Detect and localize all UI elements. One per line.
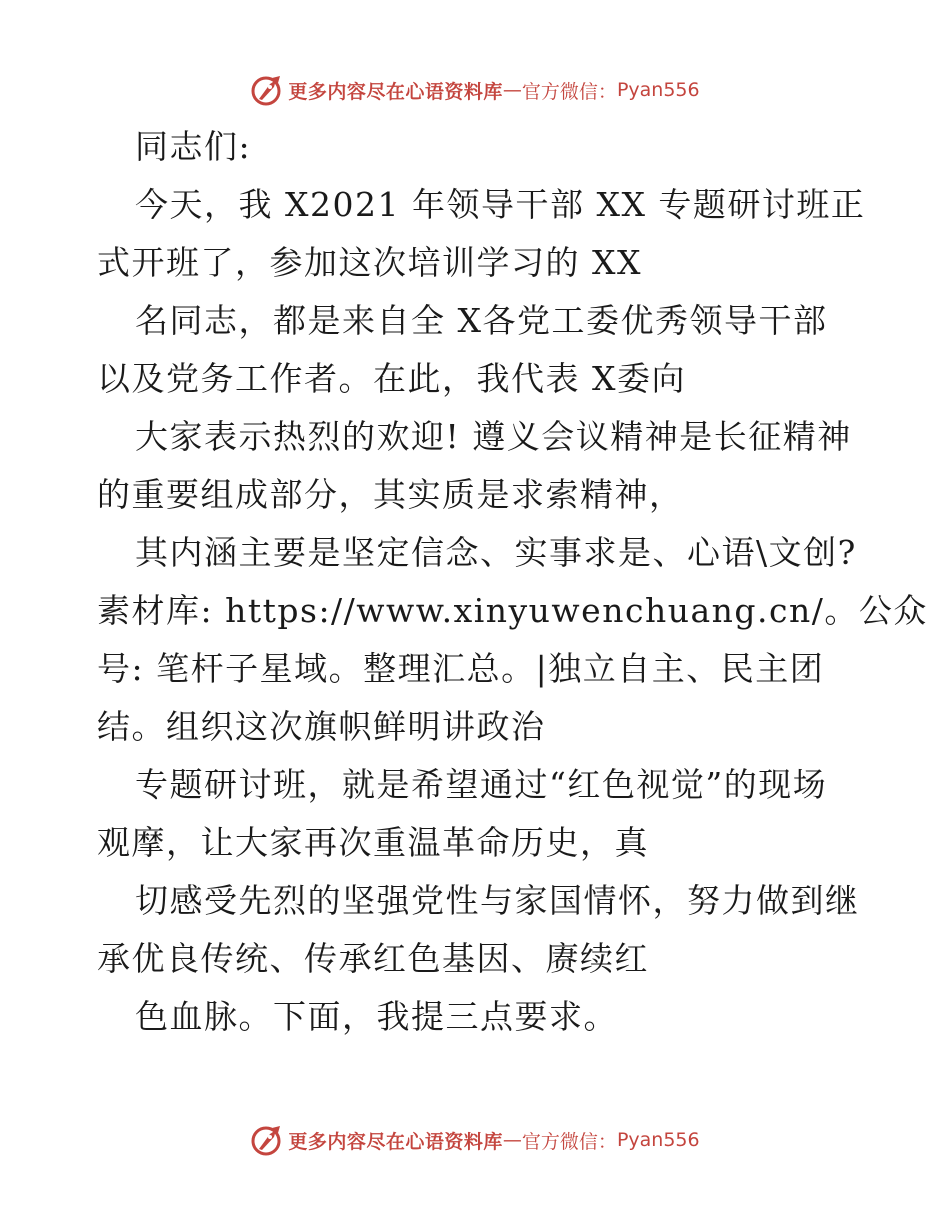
banner-wechat-label: 官方微信： — [521, 80, 617, 103]
banner-separator: — — [502, 1129, 522, 1151]
pen-nib-logo-icon — [250, 72, 286, 108]
paragraph-line: 的重要组成部分，其实质是求索精神， — [97, 475, 684, 514]
banner-separator: — — [502, 79, 522, 101]
paragraph-line: 色血脉。下面，我提三点要求。 — [135, 997, 618, 1036]
paragraph-line: 同志们: — [135, 127, 252, 166]
paragraph-line: 承优良传统、传承红色基因、赓续红 — [97, 939, 649, 978]
paragraph-line: 其内涵主要是坚定信念、实事求是、心语\文创? — [135, 533, 857, 572]
paragraph-line: 观摩，让大家再次重温革命历史，真 — [97, 823, 649, 862]
banner-main-text: 更多内容尽在心语资料库 — [288, 80, 503, 103]
footer-banner — [0, 1118, 950, 1162]
paragraph-line: 今天，我 X2021 年领导干部 XX 专题研讨班正 — [135, 185, 866, 224]
banner-wechat-id: Pyan556 — [616, 79, 700, 101]
banner-main-text: 更多内容尽在心语资料库 — [288, 1130, 503, 1153]
paragraph-line: 名同志，都是来自全 X各党工委优秀领导干部 — [135, 301, 828, 340]
paragraph-line: 号: 笔杆子星域。整理汇总。|独立自主、民主团 — [97, 649, 825, 688]
paragraph-line: 式开班了，参加这次培训学习的 XX — [97, 243, 642, 282]
paragraph-line: 专题研讨班，就是希望通过“红色视觉”的现场 — [135, 765, 828, 804]
banner-wechat-id: Pyan556 — [616, 1129, 700, 1151]
banner-wechat-label: 官方微信： — [521, 1130, 617, 1153]
document-body — [97, 118, 928, 1046]
paragraph-line: 素材库: https://www.xinyuwenchuang.cn/。公众 — [97, 591, 928, 630]
paragraph-line: 大家表示热烈的欢迎! 遵义会议精神是长征精神 — [135, 417, 852, 456]
header-banner — [0, 68, 950, 112]
paragraph-line: 结。组织这次旗帜鲜明讲政治 — [97, 707, 546, 746]
pen-nib-logo-icon — [250, 1122, 286, 1158]
paragraph-line: 以及党务工作者。在此，我代表 X委向 — [97, 359, 686, 398]
paragraph-line: 切感受先烈的坚强党性与家国情怀，努力做到继 — [135, 881, 860, 920]
